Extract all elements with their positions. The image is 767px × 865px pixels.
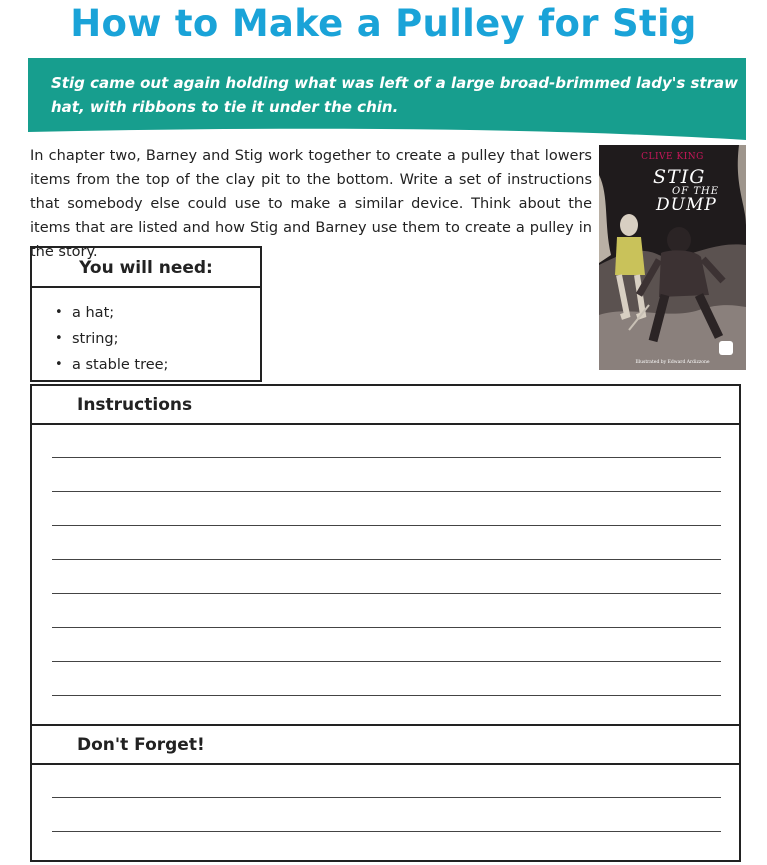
quote-banner (28, 58, 746, 140)
writing-line[interactable] (52, 831, 721, 832)
writing-line[interactable] (52, 593, 721, 594)
dont-forget-box (30, 724, 741, 862)
writing-line[interactable] (52, 491, 721, 492)
you-will-need-heading: You will need: (32, 248, 260, 288)
task-description: In chapter two, Barney and Stig work together to create a pulley that lowers items from the top of the clay pit to the bottom. Write a set of instructions that somebody else could use to make a similar device. Think about the items that are listed and how Stig and Barney use them to create a pulley in the story. (30, 148, 592, 260)
you-will-need-box (30, 246, 262, 382)
writing-line[interactable] (52, 627, 721, 628)
story-quote: Stig came out again holding what was left of a large broad-brimmed lady's straw hat, with ribbons to tie it under the chin. (51, 74, 738, 116)
page-title: How to Make a Pulley for Stig (70, 2, 697, 45)
instructions-box (30, 384, 741, 726)
book-title-word1: STIG (653, 166, 706, 188)
writing-line[interactable] (52, 559, 721, 560)
book-illustrator: Illustrated by Edward Ardizzone (635, 360, 710, 365)
writing-line[interactable] (52, 661, 721, 662)
writing-line[interactable] (52, 695, 721, 696)
list-item: • a hat; (72, 300, 260, 326)
book-title-word3: DUMP (656, 195, 717, 215)
materials-list (32, 288, 260, 378)
instructions-heading: Instructions (32, 386, 739, 425)
dont-forget-heading: Don't Forget! (32, 726, 739, 765)
book-title-word2: OF THE (672, 186, 720, 197)
writing-line[interactable] (52, 457, 721, 458)
list-item: • a stable tree; (72, 352, 260, 378)
book-author: CLIVE KING (641, 152, 704, 162)
writing-line[interactable] (52, 797, 721, 798)
list-item: • string; (72, 326, 260, 352)
writing-line[interactable] (52, 525, 721, 526)
